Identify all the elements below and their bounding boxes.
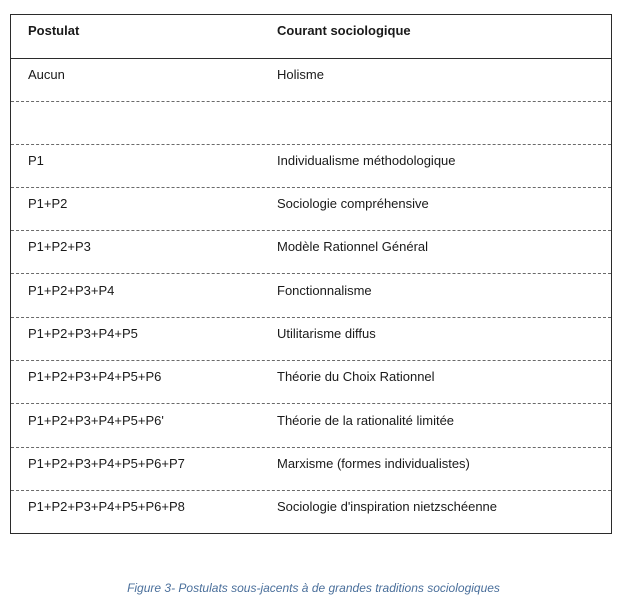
- cell-courant: Fonctionnalisme: [277, 283, 372, 298]
- cell-postulat: P1+P2+P3+P4+P5+P6: [28, 369, 162, 384]
- table-row: [11, 145, 611, 188]
- cell-courant: Marxisme (formes individualistes): [277, 456, 470, 471]
- header-courant-sociologique: Courant sociologique: [277, 23, 411, 38]
- cell-postulat: P1+P2+P3+P4+P5: [28, 326, 138, 341]
- cell-postulat: P1+P2+P3+P4: [28, 283, 115, 298]
- cell-courant: Sociologie compréhensive: [277, 196, 429, 211]
- cell-postulat: P1+P2+P3+P4+P5+P6+P8: [28, 499, 185, 514]
- cell-courant: Théorie de la rationalité limitée: [277, 413, 455, 428]
- cell-courant: Théorie du Choix Rationnel: [277, 369, 435, 384]
- cell-postulat: Aucun: [28, 67, 65, 82]
- table-row: [11, 231, 611, 274]
- table-header-row: [11, 15, 611, 59]
- table-row: [11, 188, 611, 231]
- table-row: [11, 491, 611, 534]
- table-row: [11, 361, 611, 404]
- cell-courant: Individualisme méthodologique: [277, 153, 456, 168]
- table-row: [11, 59, 611, 102]
- header-postulat: Postulat: [28, 23, 80, 38]
- table-row: [11, 318, 611, 361]
- table-row-empty: [11, 102, 611, 145]
- table-row: [11, 405, 611, 448]
- cell-courant: Holisme: [277, 67, 324, 82]
- postulats-table: [10, 14, 612, 534]
- cell-postulat: P1+P2+P3+P4+P5+P6': [28, 413, 164, 428]
- cell-postulat: P1+P2: [28, 196, 68, 211]
- cell-courant: Modèle Rationnel Général: [277, 239, 429, 254]
- cell-courant: Sociologie d'inspiration nietzschéenne: [277, 499, 498, 514]
- cell-courant: Utilitarisme diffus: [277, 326, 376, 341]
- cell-postulat: P1+P2+P3+P4+P5+P6+P7: [28, 456, 185, 471]
- figure-caption: Figure 3- Postulats sous-jacents à de grandes traditions sociologiques: [127, 581, 500, 595]
- cell-postulat: P1: [28, 153, 44, 168]
- table-row: [11, 448, 611, 491]
- table-row: [11, 275, 611, 318]
- cell-postulat: P1+P2+P3: [28, 239, 91, 254]
